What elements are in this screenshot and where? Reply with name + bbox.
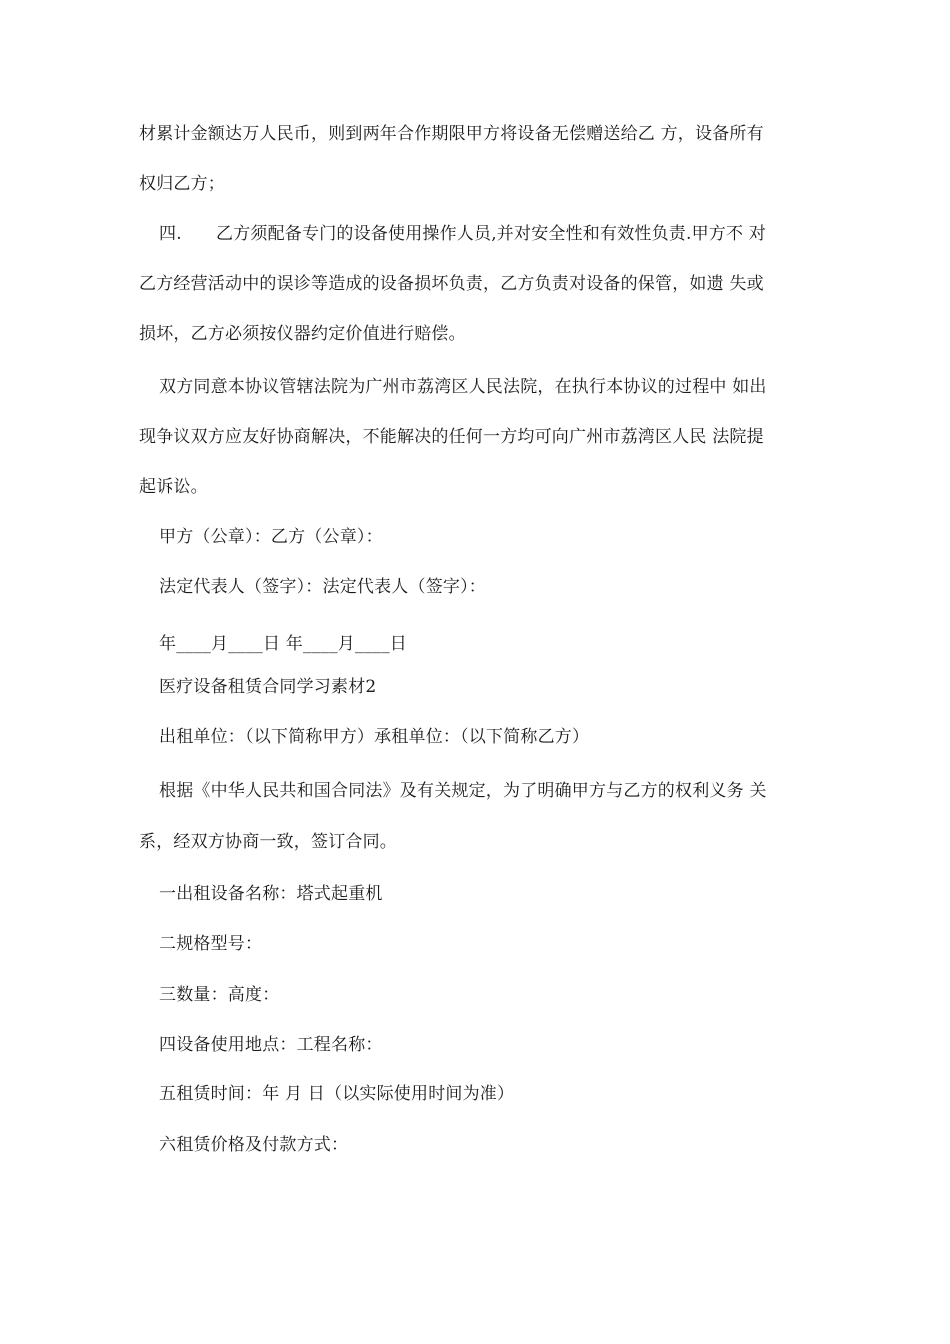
seal-line: 甲方（公章）：乙方（公章）： bbox=[159, 527, 383, 547]
list-item: 三数量：高度： bbox=[159, 985, 280, 1005]
paragraph-line: 权归乙方； bbox=[139, 174, 225, 194]
list-item: 四设备使用地点：工程名称： bbox=[159, 1035, 383, 1055]
parties-line: 出租单位：（以下简称甲方）承租单位：（以下简称乙方） bbox=[159, 727, 590, 747]
paragraph-line: 起诉讼。 bbox=[139, 477, 208, 497]
list-item: 五租赁时间：年 月 日（以实际使用时间为准） bbox=[159, 1084, 515, 1104]
paragraph-line: 现争议双方应友好协商解决，不能解决的任何一方均可向广州市荔湾区人民 法院提 bbox=[139, 427, 764, 447]
clause-four bbox=[159, 222, 839, 246]
paragraph-line: 乙方须配备专门的设备使用操作人员,并对安全性和有效性负责.甲方不 对 bbox=[216, 224, 767, 244]
signature-line: 法定代表人（签字）：法定代表人（签字）： bbox=[159, 577, 486, 597]
list-item: 一出租设备名称：塔式起重机 bbox=[159, 884, 383, 904]
paragraph-line: 乙方经营活动中的误诊等造成的设备损坏负责，乙方负责对设备的保管，如遗 失或 bbox=[139, 274, 764, 294]
section-title: 医疗设备租赁合同学习素材2 bbox=[159, 677, 377, 697]
date-line: 年____月____日 年____月____日 bbox=[159, 634, 408, 654]
list-item: 六租赁价格及付款方式： bbox=[159, 1135, 349, 1155]
clause-number: 四. bbox=[159, 224, 182, 244]
list-item: 二规格型号： bbox=[159, 934, 263, 954]
paragraph-line: 双方同意本协议管辖法院为广州市荔湾区人民法院，在执行本协议的过程中 如出 bbox=[159, 377, 767, 397]
paragraph-line: 损坏，乙方必须按仪器约定价值进行赔偿。 bbox=[139, 324, 466, 344]
paragraph-line: 材累计金额达万人民币，则到两年合作期限甲方将设备无偿赠送给乙 方，设备所有 bbox=[139, 124, 764, 144]
paragraph-line: 系，经双方协商一致，签订合同。 bbox=[139, 832, 397, 852]
paragraph-line: 根据《中华人民共和国合同法》及有关规定，为了明确甲方与乙方的权利义务 关 bbox=[159, 781, 767, 801]
